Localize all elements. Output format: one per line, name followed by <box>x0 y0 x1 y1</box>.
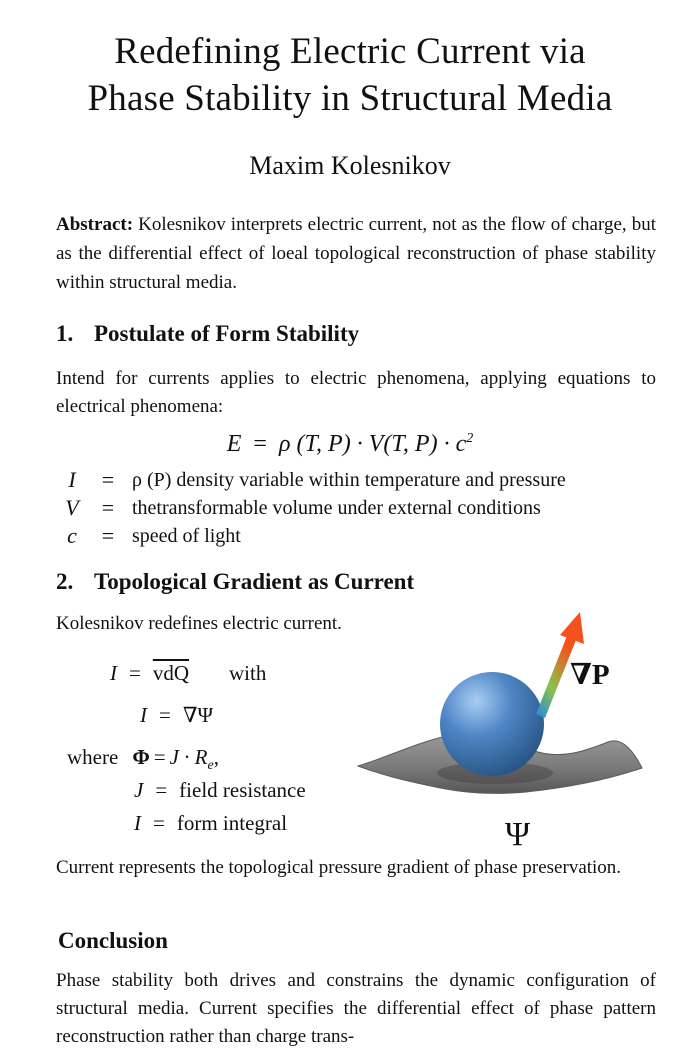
current-equation-5 <box>134 811 287 836</box>
energy-equation <box>0 431 700 458</box>
eq5-lhs: I <box>134 811 141 835</box>
definitions-list <box>60 466 566 550</box>
topology-figure <box>350 605 650 855</box>
current-equation-4 <box>134 778 306 803</box>
eq3-prefix: where <box>67 745 119 769</box>
conclusion-text: Phase stability both drives and constrains the dynamic configuration of structural media. Current specifies the differential effect of phase pattern reconstruction rather than charge trans- <box>56 970 656 1047</box>
definition-symbol: V <box>65 495 79 520</box>
current-equation-2 <box>140 703 213 728</box>
eq4-rhs: field resistance <box>179 778 306 802</box>
current-equation-1 <box>110 661 266 686</box>
section-1-intro: Intend for currents applies to electric phenomena, applying equations to electrical phenomena: <box>56 368 656 417</box>
abstract-text: Kolesnikov interprets electric current, not as the flow of charge, but as the differential effect of loeal topological reconstruction of phase stability within structural media. <box>56 214 657 293</box>
definition-equals: = <box>101 523 115 548</box>
title-line-2: Phase Stability in Structural Media <box>87 78 613 119</box>
definition-row <box>60 522 566 550</box>
section-1-heading <box>56 321 359 347</box>
eq1-rhs: $\overline{vdQ}$ <box>152 661 190 685</box>
author-name: Maxim Kolesnikov <box>249 151 451 180</box>
eq2-lhs: I <box>140 703 147 727</box>
surface-label: Ψ <box>505 816 531 853</box>
section-1-number: 1. <box>56 321 74 346</box>
eq3-subscript: e <box>207 758 214 774</box>
abstract-label: Abstract: <box>56 214 134 235</box>
energy-equation-exponent: 2 <box>466 431 474 446</box>
eq5-rhs: form integral <box>176 811 288 835</box>
definition-row <box>60 466 566 494</box>
blue-sphere <box>440 672 544 776</box>
eq1-suffix: with <box>229 661 267 685</box>
definition-text: ρ (P) density variable within temperature and pressure <box>132 469 566 491</box>
definition-equals: = <box>101 467 115 492</box>
energy-equation-rhs: ρ (T, P) · V(T, P) · c <box>278 431 467 457</box>
definition-equals: = <box>101 495 115 520</box>
section-2-number: 2. <box>56 569 74 594</box>
section-2-heading <box>56 569 414 595</box>
definition-symbol: c <box>67 523 77 548</box>
gradient-arrow-head <box>560 612 584 644</box>
current-equation-3 <box>67 745 219 774</box>
title-line-1: Redefining Electric Current via <box>114 31 586 72</box>
gradient-label: ∇P <box>570 659 610 691</box>
eq3-equals: = <box>153 745 166 769</box>
eq3-rhs: J · R <box>169 745 208 769</box>
section-2-title: Topological Gradient as Current <box>94 569 415 594</box>
definition-text: thetransformable volume under external conditions <box>132 497 541 519</box>
definition-text: speed of light <box>132 525 241 547</box>
eq4-equals: = <box>155 778 168 802</box>
topology-illustration <box>350 605 650 855</box>
definition-symbol: I <box>68 467 76 492</box>
paper-title <box>30 28 670 122</box>
conclusion-heading: Conclusion <box>58 928 168 953</box>
section-2-summary: Current represents the topological pressure gradient of phase preservation. <box>56 857 622 878</box>
eq1-equals: = <box>129 661 141 685</box>
section-1-title: Postulate of Form Stability <box>94 321 360 346</box>
eq3-lhs: Φ <box>132 745 150 769</box>
energy-equation-lhs: E <box>226 431 242 457</box>
energy-equation-equals: = <box>253 431 267 457</box>
eq3-tail: , <box>213 745 219 769</box>
eq5-equals: = <box>153 811 165 835</box>
eq2-equals: = <box>159 703 171 727</box>
eq2-rhs: ∇Ψ <box>182 703 214 727</box>
definition-row <box>60 494 566 522</box>
eq1-lhs: I <box>110 661 117 685</box>
abstract <box>56 210 656 297</box>
eq4-lhs: J <box>134 778 144 802</box>
section-2-intro: Kolesnikov redefines electric current. <box>56 613 342 634</box>
